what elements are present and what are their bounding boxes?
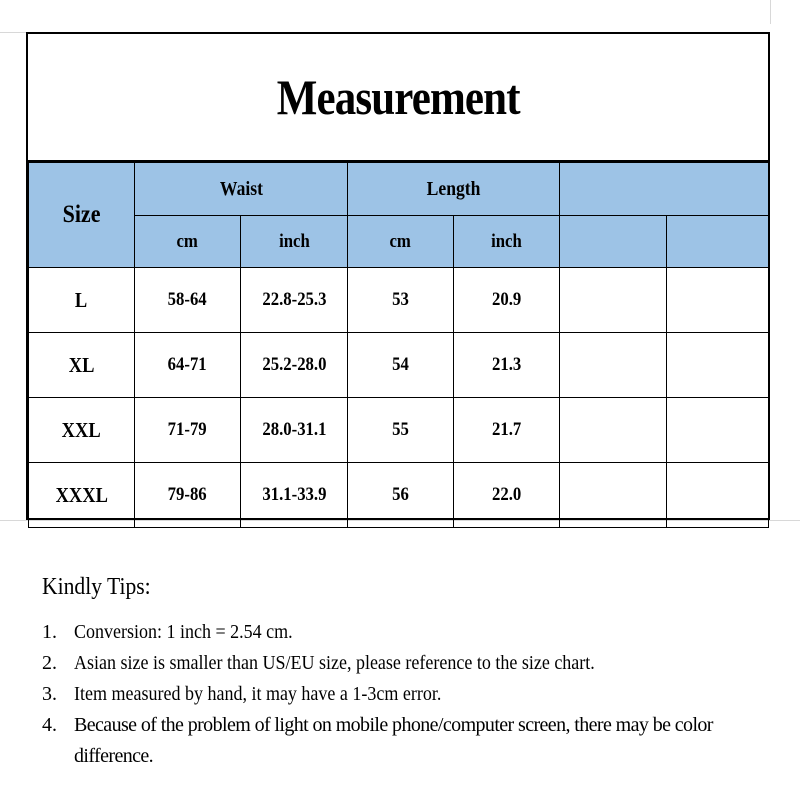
tip-text: Because of the problem of light on mobile phone/computer screen, there may be color difference. [74,714,713,767]
size-cell: L [29,268,135,333]
empty-cell [667,268,769,333]
list-item [42,617,762,648]
tips-section [42,574,762,772]
length-inch-cell: 20.9 [454,268,560,333]
unit-row [29,216,769,268]
size-cell: XXL [29,398,135,463]
unit-header: cm [348,216,454,268]
waist-cm-cell: 58-64 [135,268,241,333]
length-header: Length [348,163,560,216]
empty-cell [560,398,667,463]
length-cm-cell: 54 [348,333,454,398]
table-row [29,268,769,333]
table-row [29,333,769,398]
size-cell: XL [29,333,135,398]
empty-cell [667,463,769,528]
empty-header [560,163,769,216]
measurement-sheet [26,32,770,520]
unit-header: inch [454,216,560,268]
tips-list [42,617,762,772]
tips-title: Kindly Tips: [42,574,151,600]
tip-text: Conversion: 1 inch = 2.54 cm. [74,621,293,643]
empty-cell [667,333,769,398]
size-table [28,162,769,528]
unit-header: cm [135,216,241,268]
empty-cell [560,333,667,398]
list-number: 2. [42,652,57,674]
length-cm-cell: 53 [348,268,454,333]
table-row [29,398,769,463]
length-cm-cell: 55 [348,398,454,463]
unit-header: inch [241,216,348,268]
list-item [42,648,762,679]
empty-cell [560,463,667,528]
waist-cm-cell: 64-71 [135,333,241,398]
waist-cm-cell: 71-79 [135,398,241,463]
waist-inch-cell: 22.8-25.3 [241,268,348,333]
list-number: 3. [42,683,57,705]
page-title: Measurement [276,69,520,125]
guide-line [0,32,26,33]
title-row [28,34,768,162]
length-inch-cell: 21.7 [454,398,560,463]
empty-header [560,216,667,268]
guide-line [770,0,771,24]
list-item [42,710,762,772]
waist-inch-cell: 25.2-28.0 [241,333,348,398]
tip-text: Asian size is smaller than US/EU size, please reference to the size chart. [74,652,595,674]
empty-cell [560,268,667,333]
length-cm-cell: 56 [348,463,454,528]
waist-inch-cell: 31.1-33.9 [241,463,348,528]
waist-header: Waist [135,163,348,216]
table-row [29,463,769,528]
waist-inch-cell: 28.0-31.1 [241,398,348,463]
length-inch-cell: 21.3 [454,333,560,398]
length-inch-cell: 22.0 [454,463,560,528]
size-header: Size [29,163,135,268]
empty-header [667,216,769,268]
header-row [29,163,769,216]
list-item [42,679,762,710]
list-number: 1. [42,621,57,643]
list-number: 4. [42,714,57,736]
tip-text: Item measured by hand, it may have a 1-3cm error. [74,683,442,705]
size-cell: XXXL [29,463,135,528]
empty-cell [667,398,769,463]
waist-cm-cell: 79-86 [135,463,241,528]
